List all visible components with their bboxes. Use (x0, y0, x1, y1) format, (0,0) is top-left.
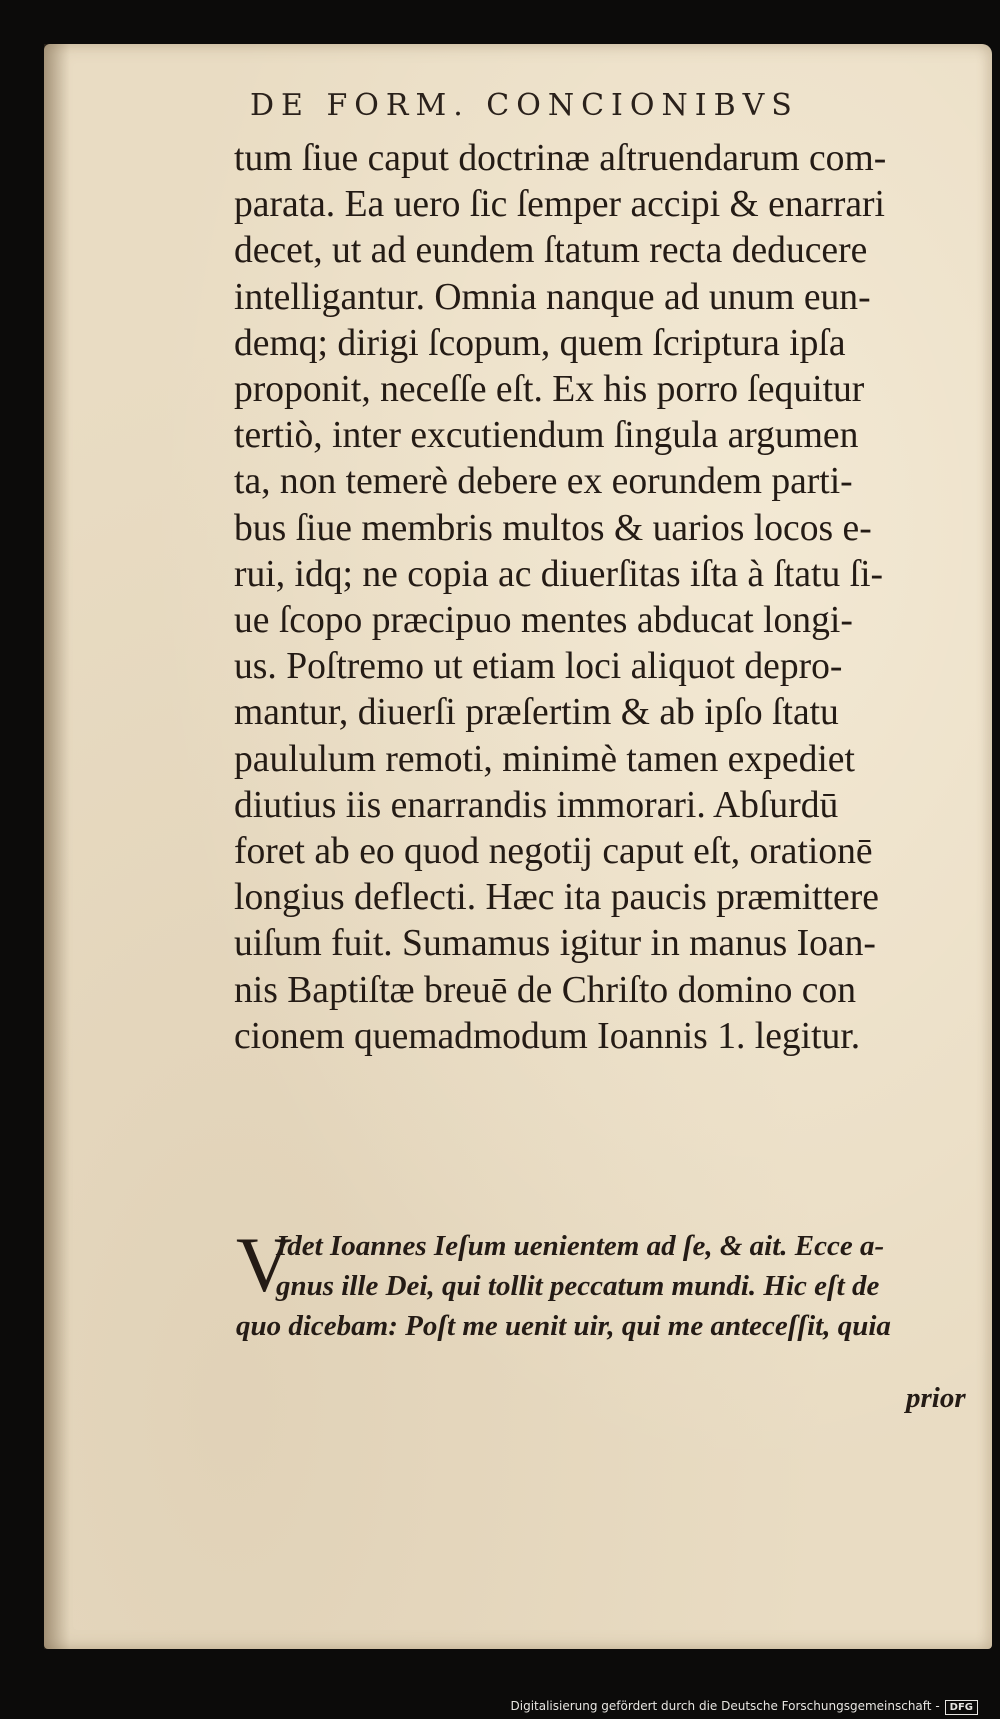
text-line: demq; dirigi ſcopum, quem ſcriptura ipſa (234, 322, 846, 364)
drop-cap-initial: V (236, 1221, 293, 1308)
quote-line: quo dicebam: Poſt me uenit uir, qui me anteceſſit, quia (236, 1310, 891, 1342)
digitization-credit (511, 1699, 979, 1715)
scripture-quote (236, 1221, 984, 1346)
quote-line: Idet Ioannes Ieſum uenientem ad ſe, & ait. Ecce a- (276, 1230, 885, 1262)
text-line: ue ſcopo præcipuo mentes abducat longi- (234, 600, 853, 642)
text-line: intelligantur. Omnia nanque ad unum eun- (234, 276, 871, 318)
running-head: DE FORM. CONCIONIBVS (250, 88, 799, 123)
text-line: tertiò, inter excutiendum ſingula argumen (234, 415, 859, 457)
text-line: uiſum fuit. Sumamus igitur in manus Ioan- (234, 923, 876, 965)
dfg-logo: DFG (945, 1700, 978, 1715)
text-line: rui, idq; ne copia ac diuerſitas iſta à ſtatu ſi- (234, 553, 884, 595)
text-line: longius deflecti. Hæc ita paucis præmittere (234, 877, 879, 919)
quote-line: gnus ille Dei, qui tollit peccatum mundi. Hic eſt de (276, 1270, 880, 1302)
text-line: bus ſiue membris multos & uarios locos e- (234, 507, 872, 549)
text-line: foret ab eo quod negotij caput eſt, orationē (234, 831, 873, 873)
text-line: cionem quemadmodum Ioannis 1. legitur. (234, 1015, 861, 1057)
text-line: nis Baptiſtæ breuē de Chriſto domino con (234, 969, 857, 1011)
body-text (234, 136, 982, 1060)
text-line: tum ſiue caput doctrinæ aſtruendarum com- (234, 138, 887, 179)
catchword: prior (906, 1382, 966, 1414)
credit-text: Digitalisierung gefördert durch die Deutsche Forschungsgemeinschaft - (510, 1699, 940, 1713)
text-line: proponit, neceſſe eſt. Ex his porro ſequitur (234, 369, 865, 411)
text-line: decet, ut ad eundem ſtatum recta deducere (234, 230, 868, 272)
text-line: mantur, diuerſi præſertim & ab ipſo ſtatu (234, 692, 839, 734)
text-line: ta, non temerè debere ex eorundem parti- (234, 461, 853, 503)
text-line: diutius iis enarrandis immorari. Abſurdū (234, 784, 839, 826)
text-line: us. Poſtremo ut etiam loci aliquot depro- (234, 646, 843, 688)
text-line: parata. Ea uero ſic ſemper accipi & enarrari (234, 184, 885, 226)
text-line: paululum remoti, minimè tamen expediet (234, 738, 855, 780)
page-gutter-shadow (44, 44, 70, 1649)
